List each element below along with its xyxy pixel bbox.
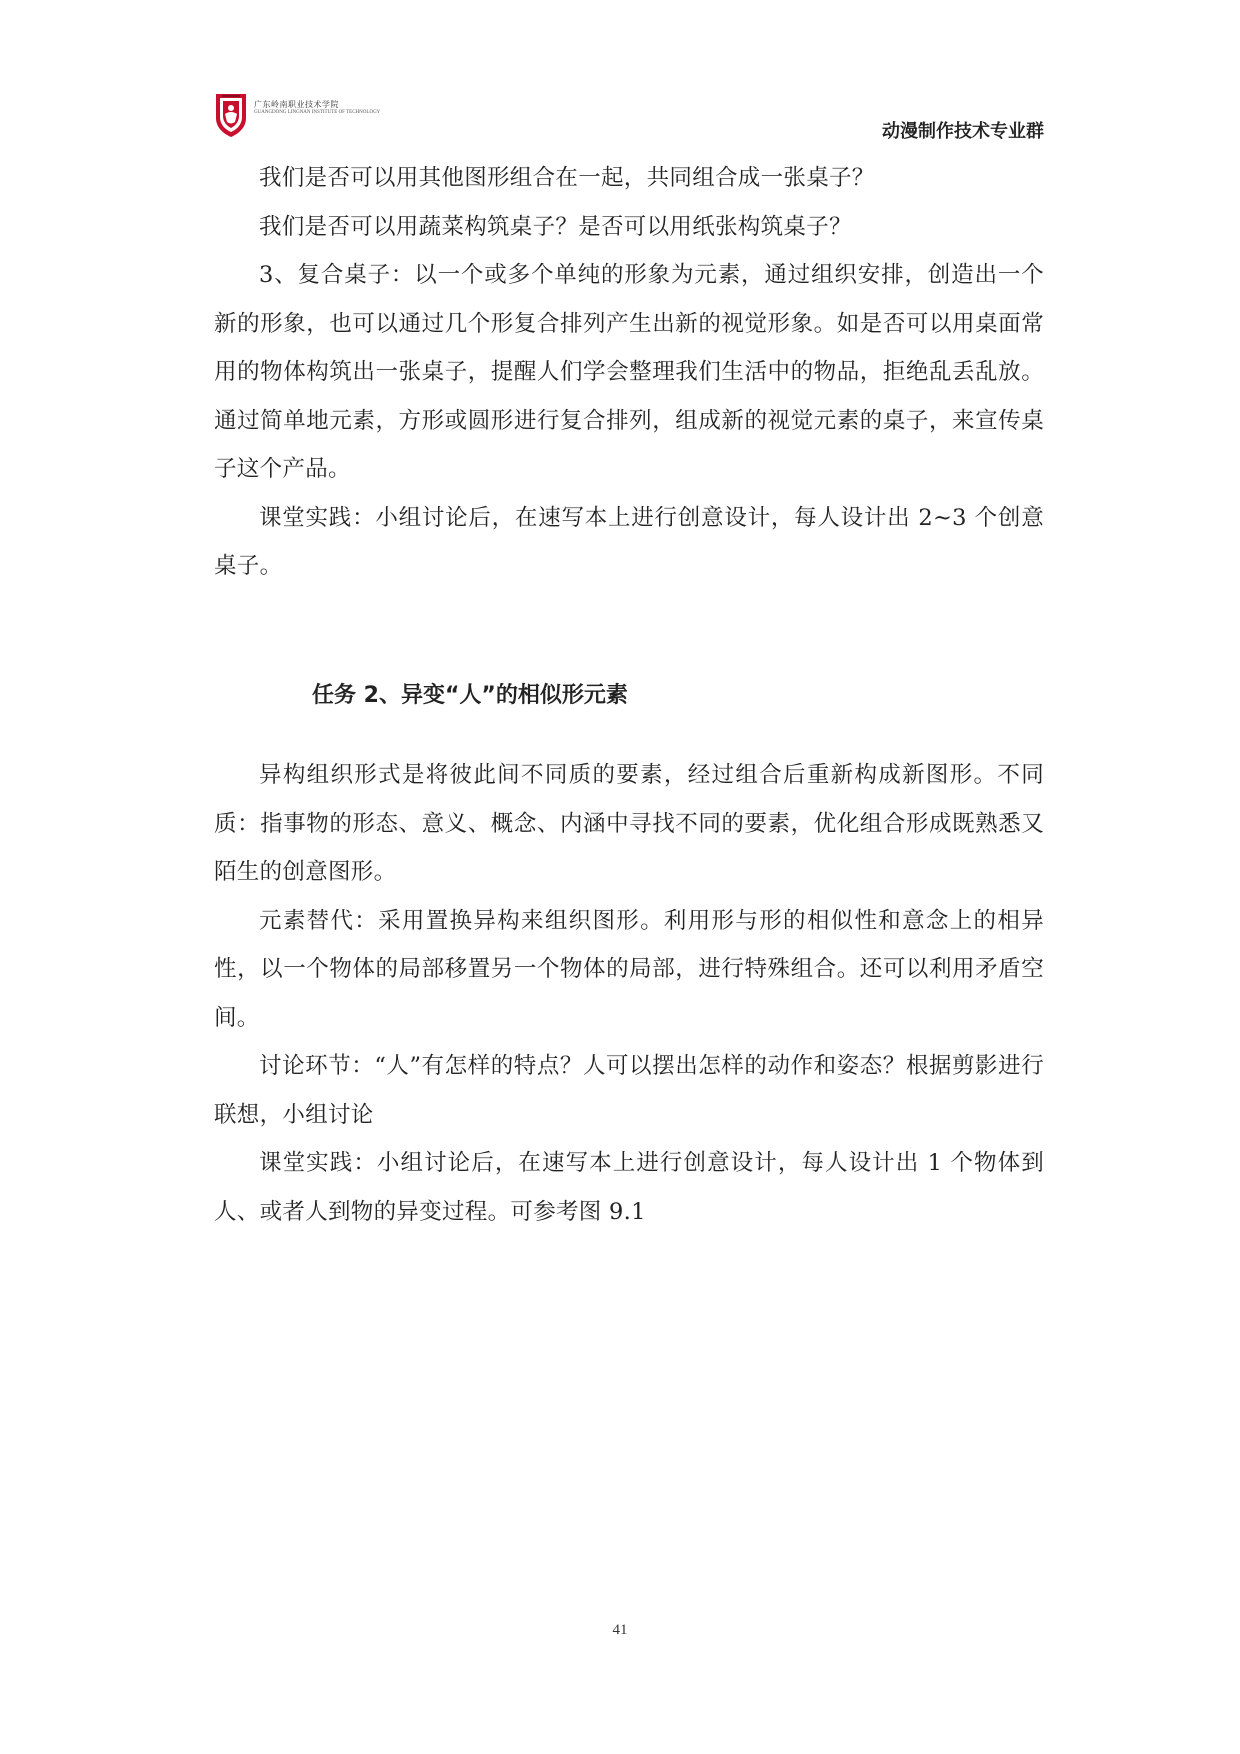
section-one-body: [214, 154, 1044, 591]
college-logo: [214, 92, 381, 142]
paragraph: 我们是否可以用蔬菜构筑桌子？是否可以用纸张构筑桌子？: [259, 213, 852, 240]
paragraph: 课堂实践：小组讨论后，在速写本上进行创意设计，每人设计出 1 个物体到人、或者人到物的异变过程。可参考图 9.1: [214, 1150, 1044, 1225]
page-number: 41: [612, 1622, 628, 1638]
paragraph: 课堂实践：小组讨论后，在速写本上进行创意设计，每人设计出 2~3 个创意桌子。: [214, 504, 1044, 579]
paragraph: 异构组织形式是将彼此间不同质的要素，经过组合后重新构成新图形。不同质：指事物的形态、意义、概念、内涵中寻找不同的要素，优化组合形成既熟悉又陌生的创意图形。: [214, 762, 1044, 885]
paragraph: 3、复合桌子：以一个或多个单纯的形象为元素，通过组织安排，创造出一个新的形象，也可以通过几个形复合排列产生出新的视觉形象。如是否可以用桌面常用的物体构筑出一张桌子，提醒人们学会整理我们生活中的物品，拒绝乱丢乱放。通过简单地元素，方形或圆形进行复合排列，组成新的视觉元素的桌子，来宣传桌子这个产品。: [214, 262, 1044, 482]
logo-english-name: GUANGDONG LINGNAN INSTITUTE OF TECHNOLOGY: [254, 110, 381, 115]
section-heading: 任务 2、异变“人”的相似形元素: [312, 683, 628, 708]
logo-text: [254, 100, 381, 116]
program-group-title: 动漫制作技术专业群: [882, 121, 1044, 142]
paragraph: 元素替代：采用置换异构来组织图形。利用形与形的相似性和意念上的相异性，以一个物体的局部移置另一个物体的局部，进行特殊组合。还可以利用矛盾空间。: [214, 907, 1044, 1031]
paragraph: 讨论环节：“人”有怎样的特点？人可以摆出怎样的动作和姿态？根据剪影进行联想，小组讨论: [214, 1053, 1044, 1128]
paragraph: 我们是否可以用其他图形组合在一起，共同组合成一张桌子？: [259, 165, 875, 191]
logo-chinese-name: 广东岭南职业技术学院: [254, 100, 339, 109]
page-header: [214, 92, 1044, 152]
shield-emblem-icon: [214, 92, 248, 138]
section-two-body: [214, 751, 1044, 1236]
